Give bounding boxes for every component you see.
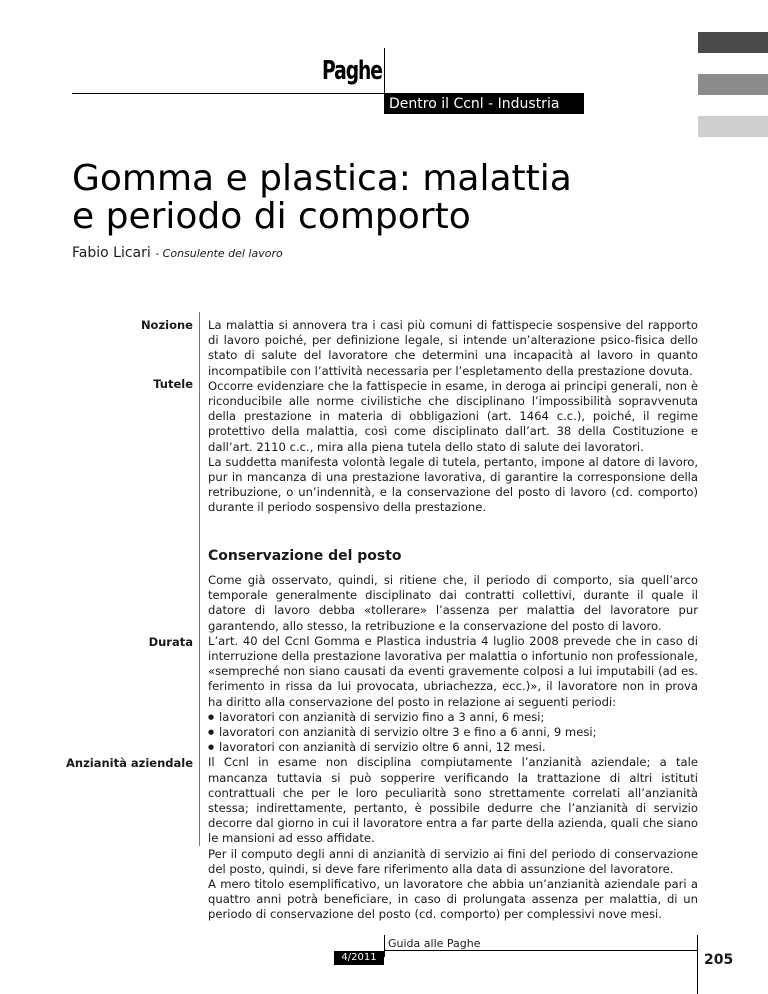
- margin-label-anzianita: Anzianità aziendale: [66, 756, 193, 770]
- color-tab-mid: [698, 74, 768, 95]
- paragraph-anzianita: Il Ccnl in esame non disciplina compiutamente l’anzianità aziendale; a tale mancanza tuttavia si può sopperire verificando la trattazione di altri istituti contrattuali che per le loro peculiarità sono strettamente correlati all’anzianità stessa; indirettamente, pertanto, è possibile dedurre che l’anzianità di servizio decorre dal giorno in cui il lavoratore entra a far parte della azienda, quali che siano le mansioni ad esso affidate.: [208, 755, 698, 846]
- issue-number: 4/2011: [334, 951, 384, 965]
- list-item: ● lavoratori con anzianità di servizio oltre 3 e fino a 6 anni, 9 mesi;: [208, 725, 698, 740]
- author-role: - Consulente del lavoro: [155, 247, 283, 260]
- article-title-line2: e periodo di comporto: [72, 196, 471, 237]
- paragraph-nozione: La malattia si annovera tra i casi più comuni di fattispecie sospensive del rapporto di lavoro poiché, per definizione legale, si intende un’alterazione psico-fisica dello stato di salute del lavoratore che determini una incapacità al lavoro in quanto incompatibile con l’attività necessaria per l’espletamento della prestazione dovuta.: [208, 318, 698, 378]
- margin-label-nozione: Nozione: [140, 318, 193, 332]
- footer-rule: [384, 950, 698, 951]
- margin-label-durata: Durata: [148, 635, 193, 649]
- page-number: 205: [704, 952, 734, 968]
- footer-divider: [384, 935, 385, 957]
- section-label: Dentro il Ccnl - Industria: [384, 94, 584, 114]
- publication-name: Guida alle Paghe: [388, 937, 481, 950]
- bullet-list: [208, 710, 698, 756]
- footer-divider-right: [697, 935, 698, 994]
- color-tab-light: [698, 116, 768, 137]
- article-title-line1: Gomma e plastica: malattia: [72, 158, 572, 199]
- paragraph-computo: Per il computo degli anni di anzianità di servizio ai fini del periodo di conservazione del posto, quindi, si deve fare riferimento alla data di assunzione del lavoratore.: [208, 846, 698, 876]
- list-item: ● lavoratori con anzianità di servizio fino a 3 anni, 6 mesi;: [208, 710, 698, 725]
- conservazione-block: [208, 573, 698, 923]
- magazine-section-brand: Paghe: [322, 56, 382, 86]
- margin-label-tutele: Tutele: [153, 377, 193, 391]
- author-line: [72, 245, 283, 261]
- color-tab-dark: [698, 32, 768, 53]
- paragraph-esempio: A mero titolo esemplificativo, un lavoratore che abbia un’anzianità aziendale pari a quattro anni potrà beneficiare, in caso di prolungata assenza per malattia, di un periodo di conservazione del posto (cd. comporto) per complessivi nove mesi.: [208, 877, 698, 922]
- list-item: ● lavoratori con anzianità di servizio oltre 6 anni, 12 mesi.: [208, 740, 698, 755]
- intro-block: [208, 318, 698, 516]
- paragraph-tutele: Occorre evidenziare che la fattispecie in esame, in deroga ai principi generali, non è riconducibile alle norme civilistiche che disciplinano l’impossibilità sopravvenuta della prestazione in materia di obbligazioni (art. 1464 c.c.), poiché, il regime protettivo della malattia, così come disciplinato dall’art. 38 della Costituzione e dall’art. 2110 c.c., mira alla piena tutela dello stato di salute dei lavoratori.: [208, 378, 698, 454]
- author-name: Fabio Licari: [72, 245, 151, 261]
- paragraph-art40: L’art. 40 del Ccnl Gomma e Plastica industria 4 luglio 2008 prevede che in caso di interruzione della prestazione lavorativa per malattia o infortunio non professionale, «sempreché non siano causati da eventi gravemente colposi a lui imputabili (ad es. ferimento in rissa da lui provocata, ubriachezza, ecc.)», il lavoratore non in prova ha diritto alla conservazione del posto in relazione ai seguenti periodi:: [208, 633, 698, 709]
- section-heading: Conservazione del posto: [208, 548, 402, 564]
- paragraph-volonta: La suddetta manifesta volontà legale di tutela, pertanto, impone al datore di lavoro, pur in mancanza di una prestazione lavorativa, di garantire la corresponsione della retribuzione, o un’indennità, e la conservazione del posto di lavoro (cd. comporto) durante il periodo sospensivo della prestazione.: [208, 454, 698, 515]
- article-title: [72, 160, 672, 236]
- margin-divider: [199, 312, 200, 846]
- paragraph-comporto: Come già osservato, quindi, si ritiene che, il periodo di comporto, sia quell’arco temporale generalmente disciplinato dai contratti collettivi, durante il quale il datore di lavoro debba «tollerare» l’assenza per malattia del lavoratore pur garantendo, allo stesso, la retribuzione e la conservazione del posto di lavoro.: [208, 573, 698, 633]
